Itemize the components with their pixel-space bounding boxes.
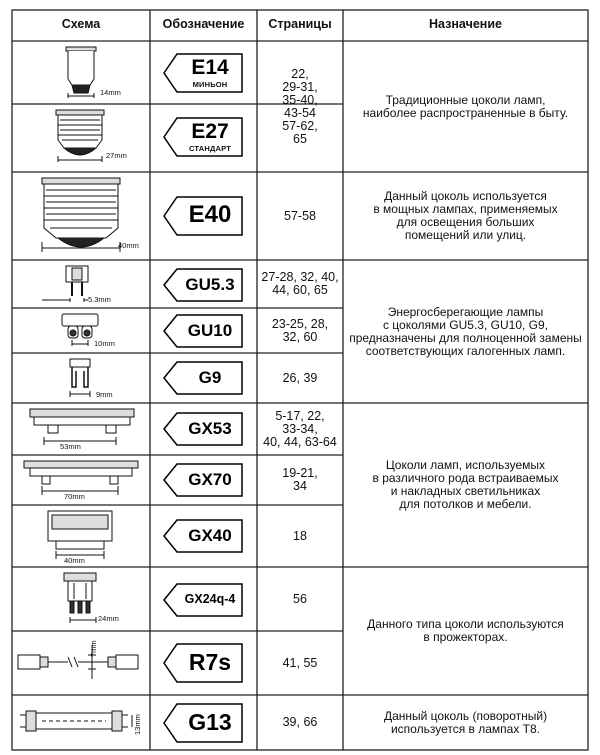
pages-line: 29-31, — [282, 79, 318, 94]
pages-gx24q — [257, 567, 343, 631]
tag-gx53 — [163, 412, 243, 446]
tag-gu53-code: GU5.3 — [185, 275, 235, 294]
pages-line: 43-54 — [284, 105, 316, 120]
purpose-line: наиболее распространенные в быту. — [362, 105, 569, 120]
purpose-line: соответствующих галогенных ламп. — [365, 343, 566, 358]
pages-gu10 — [257, 308, 343, 353]
gu10-base-drawing — [12, 308, 150, 353]
tag-gu10-code: GU10 — [187, 321, 233, 340]
e40-base-drawing — [12, 172, 150, 260]
pages-line: 34 — [293, 479, 307, 493]
e27-dim-label: 27mm — [106, 151, 127, 160]
pages-e14-e27 — [257, 41, 343, 172]
purpose-household — [343, 41, 588, 172]
pages-line: 22, — [291, 66, 309, 81]
gu53-dim-label: 5.3mm — [88, 295, 111, 304]
pages-g13 — [257, 695, 343, 750]
g9-dim-label: 9mm — [96, 390, 113, 399]
purpose-line: Энергосберегающие лампы — [387, 304, 544, 319]
pages-line: 26, 39 — [282, 370, 318, 385]
pages-line: 35-40, — [282, 92, 318, 107]
pages-r7s — [257, 631, 343, 695]
r7s-dim-label: 7mm — [89, 640, 98, 657]
purpose-floodlight — [343, 567, 588, 695]
pages-e40 — [257, 172, 343, 260]
tag-gx24q-code: GX24q-4 — [184, 592, 236, 606]
pages-line: 65 — [293, 131, 307, 146]
tag-e14 — [163, 53, 243, 93]
purpose-line: и накладных светильниках — [390, 484, 541, 498]
purpose-line: в мощных лампах, применяемых — [373, 202, 558, 216]
purpose-line: с цоколями GU5.3, GU10, G9, — [382, 317, 549, 332]
e40-dim-label: 40mm — [118, 241, 139, 250]
tag-r7s — [163, 643, 243, 683]
tag-e27-sub: СТАНДАРТ — [188, 144, 231, 153]
g13-dim-label: 13mm — [133, 714, 142, 735]
pages-line: 32, 60 — [282, 329, 318, 344]
pages-gx40 — [257, 505, 343, 567]
purpose-powerful — [343, 172, 588, 260]
pages-line: 5-17, 22, — [275, 408, 325, 423]
gx70-base-drawing — [12, 455, 150, 505]
tag-r7s-code: R7s — [188, 649, 232, 675]
e14-dim-label: 14mm — [100, 88, 121, 97]
gx40-dim-label: 40mm — [64, 556, 85, 565]
tag-g13-code: G13 — [188, 709, 232, 735]
header-pages: Страницы — [268, 17, 332, 31]
tag-gx24q — [163, 583, 243, 617]
gx24q-base-drawing — [12, 567, 150, 631]
tag-g13 — [163, 703, 243, 743]
e14-base-drawing — [12, 41, 150, 104]
pages-gx70 — [257, 455, 343, 505]
purpose-built-in — [343, 403, 588, 567]
pages-gx53 — [257, 403, 343, 455]
gx40-base-drawing — [12, 505, 150, 567]
pages-gu53 — [257, 260, 343, 308]
purpose-line: Данный цоколь используется — [384, 189, 547, 203]
pages-g9 — [257, 353, 343, 403]
g13-base-drawing — [12, 695, 150, 750]
pages-line: 19-21, — [282, 466, 318, 480]
gu53-base-drawing — [12, 260, 150, 308]
tag-e40 — [163, 196, 243, 236]
purpose-line: используется в лампах Т8. — [390, 721, 541, 736]
pages-line: 18 — [293, 528, 307, 543]
tag-gx70-code: GX70 — [188, 470, 232, 489]
tag-gx40-code: GX40 — [188, 526, 232, 545]
purpose-line: Традиционные цоколи ламп, — [385, 92, 546, 107]
g9-base-drawing — [12, 353, 150, 403]
gx24q-dim-label: 24mm — [98, 614, 119, 623]
purpose-t8 — [343, 695, 588, 750]
pages-line: 39, 66 — [282, 715, 318, 729]
purpose-line: в прожекторах. — [423, 630, 508, 644]
tag-g9 — [163, 361, 243, 395]
header-schema: Схема — [61, 17, 101, 31]
pages-line: 44, 60, 65 — [272, 283, 328, 297]
tag-e27 — [163, 117, 243, 157]
header-purpose: Назначение — [429, 17, 502, 31]
pages-line: 41, 55 — [282, 655, 318, 670]
r7s-base-drawing — [12, 631, 150, 695]
purpose-line: помещений или улиц. — [404, 228, 527, 242]
e27-base-drawing — [12, 104, 150, 172]
purpose-line: предназначены для полноценной замены — [349, 330, 582, 345]
pages-line: 57-62, — [282, 118, 318, 133]
tag-gx40 — [163, 519, 243, 553]
pages-line: 56 — [293, 591, 307, 606]
tag-e40-code: E40 — [188, 201, 232, 228]
gx53-base-drawing — [12, 403, 150, 455]
tag-gu10 — [163, 314, 243, 348]
tag-e14-sub: МИНЬОН — [192, 80, 228, 89]
tag-gu53 — [163, 268, 243, 302]
purpose-line: для освещения больших — [396, 215, 535, 229]
pages-line: 33-34, — [282, 421, 318, 436]
tag-gx53-code: GX53 — [188, 419, 232, 438]
pages-line: 23-25, 28, — [271, 316, 329, 331]
purpose-line: в различного рода встраиваемых — [372, 471, 559, 485]
header-designation: Обозначение — [162, 17, 245, 31]
tag-e14-code: E14 — [191, 56, 229, 79]
purpose-line: Данного типа цоколи используются — [367, 617, 564, 631]
gx70-dim-label: 70mm — [64, 492, 85, 501]
pages-line: 57-58 — [284, 208, 316, 223]
pages-line: 40, 44, 63-64 — [263, 434, 337, 449]
tag-gx70 — [163, 463, 243, 497]
purpose-line: Данный цоколь (поворотный) — [383, 708, 548, 723]
purpose-line: Цоколи ламп, используемых — [385, 458, 546, 472]
tag-e27-code: E27 — [191, 120, 229, 143]
purpose-line: для потолков и мебели. — [399, 497, 532, 511]
gx53-dim-label: 53mm — [60, 442, 81, 451]
pages-line: 27-28, 32, 40, — [261, 270, 339, 284]
purpose-energy-saving — [343, 260, 588, 403]
tag-g9-code: G9 — [198, 368, 222, 387]
gu10-dim-label: 10mm — [94, 339, 115, 348]
